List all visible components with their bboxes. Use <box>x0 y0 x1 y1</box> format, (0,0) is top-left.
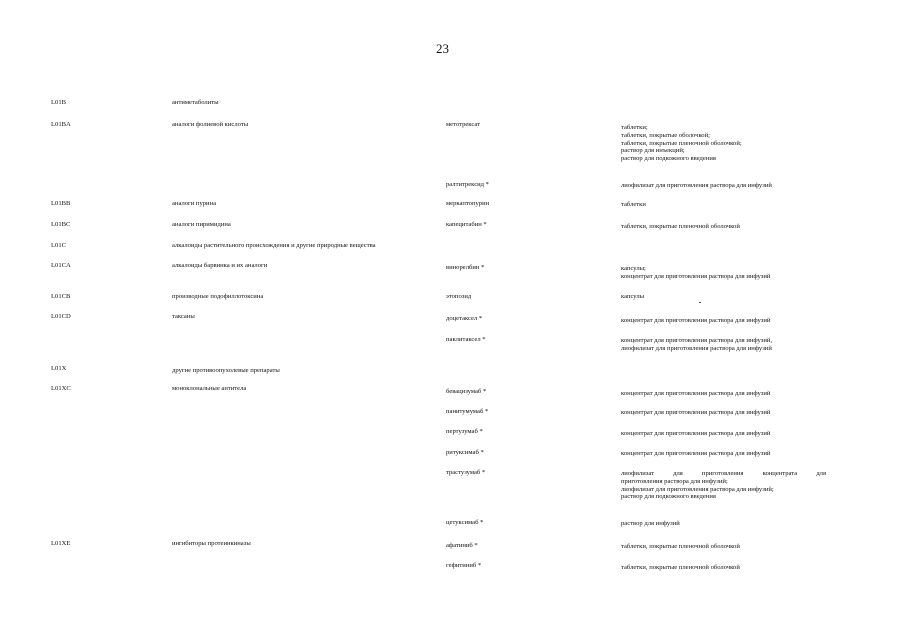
dosage-form-line: таблетки, покрытые пленочной оболочкой <box>621 543 740 550</box>
dosage-form-line: раствор для инъекций; <box>621 147 685 155</box>
dosage-form-line: капсулы; <box>621 265 646 272</box>
dosage-form-line: лиофилизат для приготовления концентрата для <box>621 470 826 477</box>
drug-name: ритуксимаб * <box>446 449 484 456</box>
dosage-form-line: концентрат для приготовления раствора для инфузий <box>621 409 771 416</box>
dosage-form-line: таблетки <box>621 201 646 208</box>
dosage-forms <box>621 564 826 572</box>
drug-name: пертузумаб * <box>446 428 483 435</box>
dosage-form-line: раствор для инфузий <box>621 520 680 527</box>
drug-name: паклитаксел * <box>446 336 486 343</box>
atc-code: L01BA <box>51 121 71 128</box>
dosage-form-line: концентрат для приготовления раствора для инфузий <box>621 317 771 324</box>
atc-code: L01BB <box>51 200 71 207</box>
dosage-forms <box>621 317 826 325</box>
dosage-forms <box>621 390 826 398</box>
drug-name: доцетаксел * <box>446 315 483 322</box>
group-name: антиметаболиты <box>172 99 219 106</box>
dosage-form-line: концентрат для приготовления раствора для инфузий <box>621 272 771 280</box>
drug-name: меркаптопурин <box>446 200 490 207</box>
group-name: алкалоиды растительного происхождения и другие природные вещества <box>172 242 376 249</box>
atc-code: L01B <box>51 99 67 106</box>
group-name: моноклональные антитела <box>172 385 247 392</box>
dosage-forms <box>621 265 826 281</box>
drug-name: трастузумаб * <box>446 469 486 476</box>
dosage-forms <box>621 470 826 501</box>
dosage-forms <box>621 450 826 458</box>
dosage-form-line: таблетки, покрытые оболочкой; <box>621 131 710 139</box>
group-name: производные подофиллотоксина <box>172 293 264 300</box>
group-name: аналоги пиримидина <box>172 221 231 228</box>
group-name: таксаны <box>172 313 195 320</box>
drug-name: афатиниб * <box>446 542 478 549</box>
dosage-form-line: таблетки; <box>621 124 648 131</box>
dosage-form-line: концентрат для приготовления раствора для инфузий, <box>621 337 773 344</box>
drug-name: метотрексат <box>446 121 480 128</box>
atc-code: L01XE <box>51 540 71 547</box>
dosage-form-line: таблетки, покрытые пленочной оболочкой <box>621 564 740 571</box>
atc-code: L01CB <box>51 293 71 300</box>
group-name: аналоги пурина <box>172 200 217 207</box>
group-name: аналоги фолиевой кислоты <box>172 121 249 128</box>
group-name: другие противоопухолевые препараты <box>172 367 280 374</box>
dosage-form-line: раствор для подкожного введения <box>621 493 716 501</box>
dosage-form-line: капсулы <box>621 293 645 300</box>
dosage-form-line: лиофилизат для приготовления раствора для инфузий <box>621 182 772 189</box>
atc-code: L01BC <box>51 221 71 228</box>
dosage-form-line: раствор для подкожного введения <box>621 155 716 163</box>
group-name: алкалоиды барвинка и их аналоги <box>172 262 268 269</box>
group-name: ингибиторы протеинкиназы <box>172 540 251 547</box>
dosage-forms <box>621 293 826 301</box>
dosage-form-line: таблетки, покрытые пленочной оболочкой; <box>621 139 742 147</box>
dosage-forms <box>621 430 826 438</box>
dosage-form-line: лиофилизат для приготовления раствора для инфузий <box>621 344 772 352</box>
drug-name: капецитабин * <box>446 221 487 228</box>
dosage-form-line: приготовления раствора для инфузий; <box>621 477 728 485</box>
dosage-forms <box>621 409 826 417</box>
dosage-form-line: лиофилизат для приготовления раствора для инфузий; <box>621 485 774 493</box>
dosage-forms <box>621 201 826 209</box>
drug-name: гефитиниб * <box>446 562 482 569</box>
dosage-forms <box>621 223 826 231</box>
drug-name: этопозид <box>446 293 472 300</box>
dosage-form-line: концентрат для приготовления раствора для инфузий <box>621 450 771 457</box>
dosage-form-line: концентрат для приготовления раствора для инфузий <box>621 390 771 397</box>
drug-name: ралтитрексид * <box>446 181 489 188</box>
drug-name: винорелбин * <box>446 264 485 271</box>
dosage-form-line: концентрат для приготовления раствора для инфузий <box>621 430 771 437</box>
dosage-forms <box>621 182 826 190</box>
scan-speck <box>699 302 701 303</box>
atc-code: L01CD <box>51 313 71 320</box>
dosage-forms <box>621 520 826 528</box>
drug-name: цетуксимаб * <box>446 519 484 526</box>
atc-code: L01XC <box>51 385 71 392</box>
atc-code: L01CA <box>51 262 71 269</box>
drug-name: бевацизумаб * <box>446 388 487 395</box>
dosage-forms <box>621 543 826 551</box>
dosage-forms <box>621 124 826 163</box>
page-number: 23 <box>436 41 449 56</box>
dosage-forms <box>621 337 826 353</box>
dosage-form-line: таблетки, покрытые пленочной оболочкой <box>621 223 740 230</box>
drug-name: панитумумаб * <box>446 408 489 415</box>
atc-code: L01C <box>51 242 67 249</box>
atc-code: L01X <box>51 365 67 372</box>
